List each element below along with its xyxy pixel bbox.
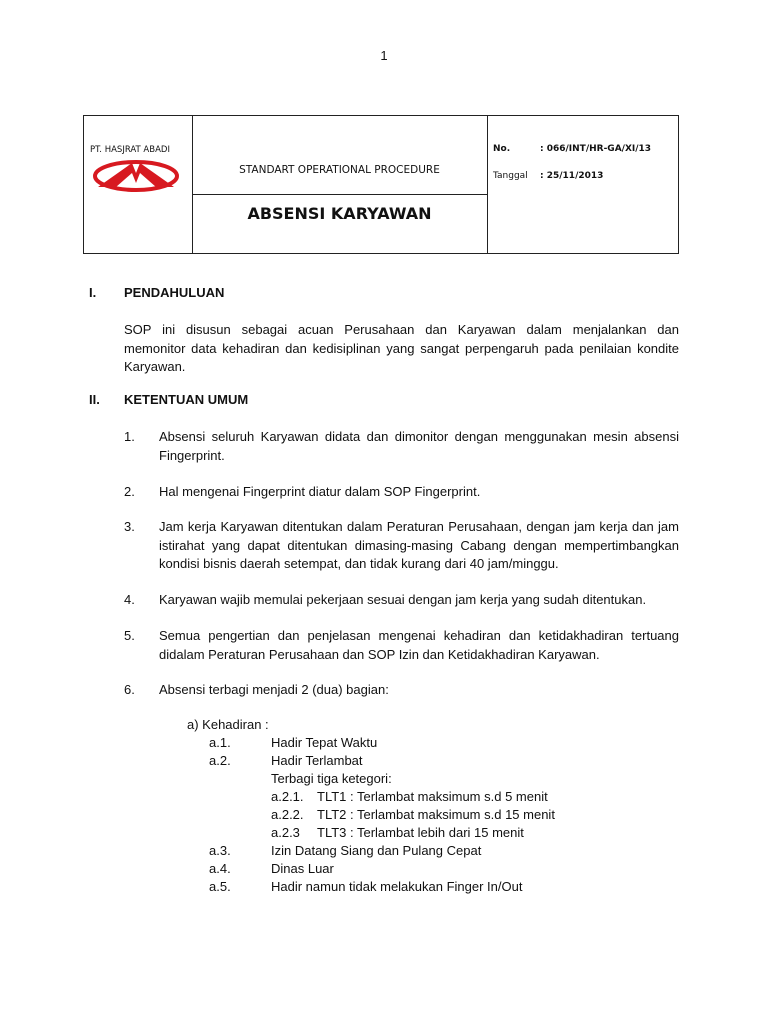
company-name: PT. HASJRAT ABADI	[90, 145, 170, 155]
page-number: 1	[380, 48, 388, 63]
sublist-code: a.2.1.	[271, 789, 304, 804]
sublist-code: a.3.	[209, 843, 231, 858]
document-number-row	[493, 144, 651, 154]
list-item-number: 4.	[124, 592, 135, 607]
list-item	[124, 591, 679, 610]
list-item-number: 2.	[124, 484, 135, 499]
section-paragraph	[124, 321, 679, 377]
list-item-line: didalam Peraturan Perusahaan dan SOP Izin dan Ketidakhadiran Karyawan.	[159, 646, 600, 662]
company-logo-icon	[92, 159, 180, 193]
list-item	[124, 518, 679, 574]
document-number-label: No.	[493, 144, 511, 154]
list-item-number: 6.	[124, 682, 135, 697]
section-title: PENDAHULUAN	[124, 285, 225, 300]
list-item-line: Absensi terbagi menjadi 2 (dua) bagian:	[159, 682, 389, 697]
list-item-line: Absensi seluruh Karyawan didata dan dimonitor dengan menggunakan mesin absensi	[159, 429, 679, 444]
document-title: ABSENSI KARYAWAN	[247, 204, 432, 223]
document-header-table	[83, 115, 679, 254]
sop-title: STANDART OPERATIONAL PROCEDURE	[239, 164, 440, 176]
sublist-text: Dinas Luar	[271, 861, 334, 876]
list-item-line: Hal mengenai Fingerprint diatur dalam SOP Fingerprint.	[159, 484, 481, 499]
list-item-line: kondisi bisnis daerah setempat, dan tidak kurang dari 40 jam/minggu.	[159, 556, 559, 571]
sublist-text: Izin Datang Siang dan Pulang Cepat	[271, 843, 482, 858]
sublist-code: a.2.2.	[271, 807, 304, 822]
paragraph-line: Karyawan.	[124, 359, 186, 374]
document-number-value: : 066/INT/HR-GA/XI/13	[540, 144, 652, 154]
document-meta-cell	[488, 116, 678, 253]
section-heading	[89, 392, 248, 407]
document-date-value: : 25/11/2013	[540, 171, 604, 181]
list-item	[124, 627, 679, 664]
list-item	[124, 483, 679, 502]
list-item-number: 3.	[124, 519, 135, 534]
list-item-number: 5.	[124, 628, 135, 643]
list-item-number: 1.	[124, 429, 135, 444]
sublist-heading: a) Kehadiran :	[187, 717, 269, 732]
list-item-line: Semua pengertian dan penjelasan mengenai kehadiran dan ketidakhadiran tertuang	[159, 628, 679, 643]
list-item	[124, 681, 679, 700]
sublist-text: Hadir namun tidak melakukan Finger In/Out	[271, 879, 523, 894]
list-item-line: Jam kerja Karyawan ditentukan dalam Peraturan Perusahaan, dengan jam kerja dan jam	[159, 519, 679, 534]
sublist-text: TLT1 : Terlambat maksimum s.d 5 menit	[317, 789, 548, 804]
list-item-line: istirahat yang dapat ditentukan dimasing-masing Cabang dengan mempertimbangkan	[159, 537, 679, 553]
section-heading	[89, 285, 224, 300]
sublist-code: a.2.	[209, 753, 231, 768]
sublist-text: Hadir Terlambat	[271, 753, 363, 768]
sublist-text: TLT3 : Terlambat lebih dari 15 menit	[317, 825, 524, 840]
section-number: II.	[89, 392, 100, 407]
list-item	[124, 428, 679, 465]
list-item-line: Fingerprint.	[159, 447, 225, 463]
sublist-code: a.2.3	[271, 825, 300, 840]
sublist-text: TLT2 : Terlambat maksimum s.d 15 menit	[317, 807, 555, 822]
paragraph-line: SOP ini disusun sebagai acuan Perusahaan dan Karyawan dalam menjalankan dan	[124, 322, 679, 337]
sop-title-row	[192, 116, 487, 195]
paragraph-line: memonitor data kehadiran dan kedisiplinan yang sangat perpengaruh pada penilaian kondite	[124, 340, 679, 356]
sop-title-cell	[192, 116, 488, 253]
company-logo-cell	[84, 116, 193, 253]
document-date-label: Tanggal	[493, 171, 528, 181]
sublist-code: a.1.	[209, 735, 231, 750]
sublist-code: a.4.	[209, 861, 231, 876]
section-number: I.	[89, 285, 97, 300]
document-date-row	[493, 171, 603, 181]
section-title: KETENTUAN UMUM	[124, 392, 249, 407]
sublist-text: Hadir Tepat Waktu	[271, 735, 378, 750]
sublist-code: a.5.	[209, 879, 231, 894]
list-item-line: Karyawan wajib memulai pekerjaan sesuai dengan jam kerja yang sudah ditentukan.	[159, 592, 647, 607]
sublist-text: Terbagi tiga ketegori:	[271, 771, 392, 786]
